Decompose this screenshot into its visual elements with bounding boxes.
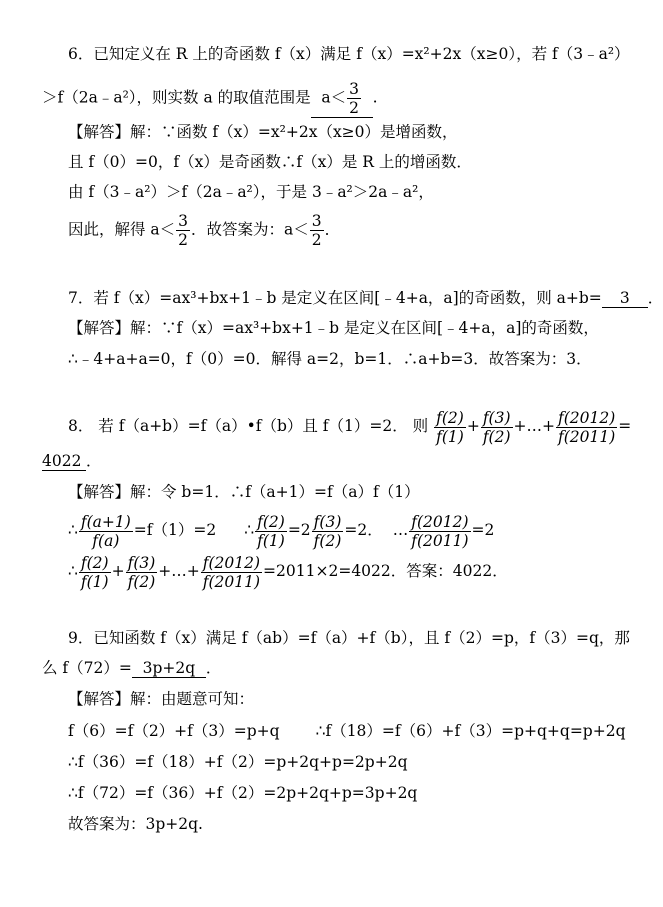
fraction-denominator: 2 — [349, 99, 359, 117]
p6-question-line-2 — [42, 80, 378, 118]
fraction-denominator: f(a) — [92, 531, 120, 550]
therefore-symbol: ∴ — [244, 521, 255, 539]
fraction-numerator: f(3) — [482, 408, 511, 427]
fraction-numerator: 3 — [178, 212, 189, 230]
p6-question-text: ＞f（2a﹣a²），则实数 a 的取值范围是 — [42, 88, 311, 107]
fraction-numerator: f(2012) — [202, 553, 261, 572]
p9-question-text: 么 f（72）= — [42, 659, 132, 677]
fraction-denominator: f(2011) — [202, 572, 261, 591]
fraction-denominator: f(1) — [257, 531, 285, 550]
p6-solution-end: ． — [324, 220, 341, 239]
fraction-denominator: f(1) — [436, 427, 464, 446]
p8-solution-line-2 — [68, 509, 494, 551]
p6-solution-line-2: 且 f（0）=0，f（x）是奇函数∴f（x）是 R 上的增函数． — [68, 153, 472, 171]
p9-solution-line-2 — [68, 720, 626, 742]
fraction-numerator: f(2) — [80, 553, 109, 572]
p8-solution-text: =2011×2=4022．答案：4022． — [263, 562, 508, 580]
fraction-numerator: f(3) — [313, 512, 342, 531]
p8-solution-fraction — [201, 554, 262, 591]
therefore-symbol: ∴ — [68, 562, 78, 580]
fraction-numerator: f(a+1) — [80, 512, 131, 531]
p9-solution-line-5: 故答案为：3p+2q. — [68, 815, 203, 833]
equals-sign: = — [618, 417, 632, 435]
fraction-denominator: 2 — [178, 231, 189, 249]
p7-question-line — [68, 287, 663, 309]
p9-solution-text: ∴f（18）=f（6）+f（3）=p+q+q=p+2q — [315, 722, 626, 740]
ellipsis: +…+ — [513, 417, 555, 435]
p7-question-end: ． — [647, 289, 663, 307]
p6-answer-fraction — [347, 80, 361, 117]
ellipsis: +…+ — [158, 562, 200, 580]
fraction-numerator: f(2012) — [558, 408, 616, 427]
p8-answer-end: ． — [86, 452, 102, 470]
p8-solution-line-3 — [68, 550, 508, 592]
p8-solution-line-1: 【解答】解：令 b=1．∴f（a+1）=f（a）f（1） — [68, 483, 420, 501]
p8-solution-fraction — [255, 513, 287, 550]
p8-solution-fraction — [409, 513, 470, 550]
p9-solution-line-1: 【解答】解：由题意可知： — [68, 690, 255, 708]
ellipsis: … — [392, 521, 409, 539]
fraction-denominator: f(2) — [127, 572, 156, 591]
p7-solution-line-1: 【解答】解：∵f（x）=ax³+bx+1﹣b 是定义在区间[﹣4+a，a]的奇函数， — [68, 319, 599, 337]
plus-sign: + — [111, 562, 125, 580]
p6-question-line-1: 6．已知定义在 R 上的奇函数 f（x）满足 f（x）=x²+2x（x≥0），若 f（3﹣a²） — [68, 45, 630, 63]
p8-solution-fraction — [126, 554, 158, 591]
p8-solution-fraction — [79, 513, 133, 550]
p8-question-line — [68, 405, 631, 447]
fraction-denominator: f(1) — [80, 572, 109, 591]
p8-fraction-2 — [481, 409, 513, 446]
fraction-denominator: f(2) — [313, 531, 342, 550]
fraction-denominator: f(2) — [482, 427, 511, 446]
p6-question-end: . — [372, 88, 378, 107]
p9-answer-blank: 3p+2q — [132, 659, 206, 678]
p8-answer-blank: 4022 — [42, 452, 86, 471]
p8-solution-text: =2 — [471, 521, 495, 539]
p8-solution-text: =2 — [287, 521, 311, 539]
fraction-numerator: 3 — [349, 80, 359, 98]
therefore-symbol: ∴ — [68, 521, 78, 539]
p7-answer-blank: 3 — [602, 289, 648, 308]
p9-question-line-2 — [42, 657, 221, 679]
p6-solution-fraction — [176, 212, 190, 249]
p8-solution-text: =2． — [344, 521, 383, 539]
p9-solution-line-4: ∴f（72）=f（36）+f（2）=2p+2q+p=3p+2q — [68, 784, 418, 802]
p8-fraction-1 — [434, 409, 466, 446]
fraction-denominator: f(2011) — [411, 531, 469, 550]
fraction-numerator: f(3) — [127, 553, 156, 572]
p7-solution-line-2: ∴﹣4+a+a=0，f（0）=0．解得 a=2，b=1．∴a+b=3．故答案为：3． — [68, 350, 592, 368]
p7-question-text: 7．若 f（x）=ax³+bx+1﹣b 是定义在区间[﹣4+a，a]的奇函数，则 a+b= — [68, 289, 602, 307]
p6-solution-line-3: 由 f（3﹣a²）＞f（2a﹣a²），于是 3﹣a²＞2a﹣a²， — [68, 183, 434, 201]
fraction-numerator: 3 — [311, 212, 322, 230]
p8-question-text: 8． 若 f（a+b）=f（a）•f（b）且 f（1）=2． 则 — [68, 417, 429, 435]
p6-solution-text: ．故答案为：a＜ — [191, 220, 309, 239]
fraction-numerator: f(2) — [436, 408, 464, 427]
p6-solution-fraction — [310, 212, 324, 249]
p9-question-line-1: 9．已知函数 f（x）满足 f（ab）=f（a）+f（b），且 f（2）=p，f（3）=q，那 — [68, 629, 630, 647]
p9-question-end: ． — [205, 659, 222, 677]
p6-solution-line-1: 【解答】解：∵函数 f（x）=x²+2x（x≥0）是增函数， — [68, 123, 458, 141]
p9-solution-line-3: ∴f（36）=f（18）+f（2）=p+2q+p=2p+2q — [68, 753, 408, 771]
plus-sign: + — [466, 417, 480, 435]
p6-solution-line-4 — [68, 212, 340, 249]
p8-solution-fraction — [79, 554, 111, 591]
p9-solution-text: f（6）=f（2）+f（3）=p+q — [68, 722, 280, 740]
p8-solution-text: =f（1）=2 — [133, 521, 217, 539]
p6-answer-blank — [311, 80, 373, 118]
p8-fraction-3 — [556, 409, 617, 446]
p8-solution-fraction — [312, 513, 344, 550]
fraction-denominator: 2 — [311, 231, 322, 249]
p8-answer-line — [42, 450, 102, 472]
fraction-numerator: f(2) — [257, 512, 285, 531]
fraction-numerator: f(2012) — [411, 512, 469, 531]
p6-solution-text: 因此，解得 a＜ — [68, 220, 176, 239]
p6-answer-text: a＜ — [321, 88, 347, 107]
fraction-denominator: f(2011) — [558, 427, 616, 446]
